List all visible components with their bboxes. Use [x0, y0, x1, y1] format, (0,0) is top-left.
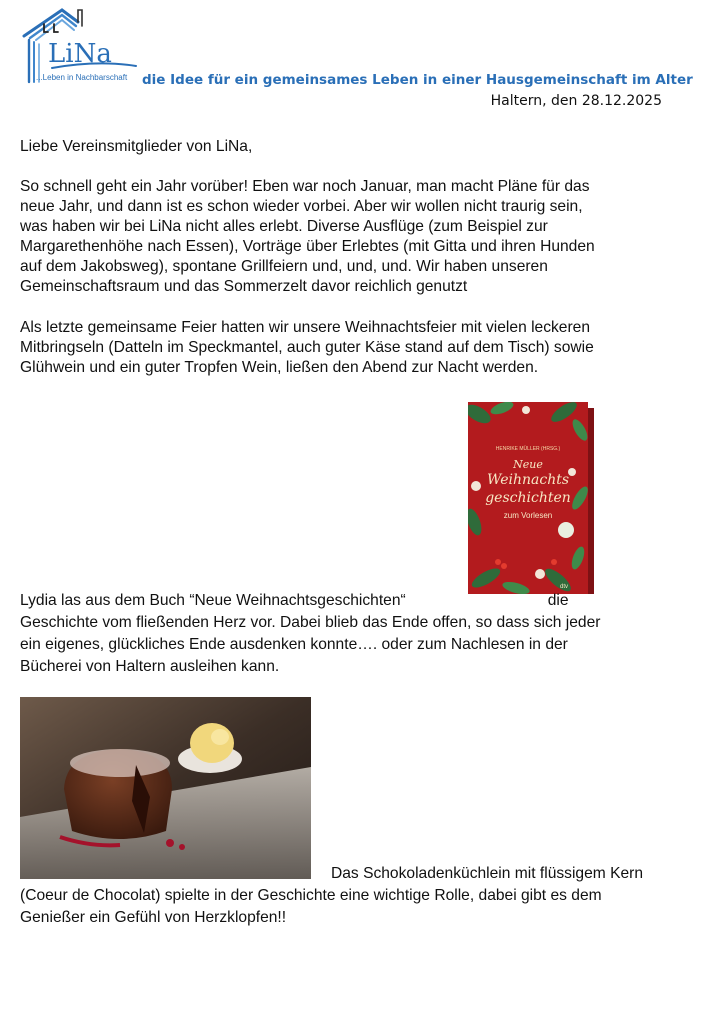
book-cover-image [468, 402, 594, 598]
text-line: Gemeinschaftsraum und das Sommerzelt davor reichlich genutzt [20, 278, 468, 295]
text-line: die [547, 592, 569, 609]
book-editor: HENRIKE MÜLLER (HRSG.) [495, 446, 561, 452]
text-line: Lydia las aus dem Buch “Neue Weihnachtsgeschichten“ [20, 592, 406, 609]
text-line: Mitbringseln (Datteln im Speckmantel, auch guter Käse stand auf dem Tisch) sowie [20, 339, 594, 356]
paragraph-year-review [20, 177, 595, 297]
tagline: die Idee für ein gemeinsames Leben in einer Hausgemeinschaft im Alter [142, 72, 693, 88]
text-line: (Coeur de Chocolat) spielte in der Geschichte eine wichtige Rolle, dabei gibt es dem [20, 887, 602, 904]
lina-logo [18, 2, 142, 84]
book-subtitle: zum Vorlesen [503, 511, 553, 520]
salutation: Liebe Vereinsmitglieder von LiNa, [20, 138, 253, 155]
text-line: So schnell geht ein Jahr vorüber! Eben war noch Januar, man macht Pläne für das [20, 178, 590, 195]
text-line: Bücherei von Haltern ausleihen kann. [20, 658, 280, 675]
text-line: was haben wir bei LiNa nicht alles erlebt. Diverse Ausflüge (zum Beispiel zur [20, 218, 548, 235]
paragraph-book-reading [20, 590, 600, 678]
chocolate-cake-photo [20, 697, 311, 879]
dateline: Haltern, den 28.12.2025 [490, 93, 662, 109]
text-line: Genießer ein Gefühl von Herzklopfen!! [20, 909, 287, 926]
book-badge [558, 522, 574, 538]
text-line: Margarethenhöhe nach Essen), Vorträge über Erlebtes (mit Gitta und ihren Hunden [20, 238, 595, 255]
book-title-line3: geschichten [485, 490, 571, 506]
text-line: auf dem Jakobsweg), spontane Grillfeiern und, und, und. Wir haben unseren [20, 258, 548, 275]
book-title-line1: Neue [513, 458, 543, 471]
text-line: Als letzte gemeinsame Feier hatten wir unsere Weihnachtsfeier mit vielen leckeren [20, 319, 591, 336]
paragraph-christmas-party [20, 318, 594, 378]
logo-subtext: ...Leben in Nachbarschaft [36, 73, 128, 82]
text-line: neue Jahr, und dann ist es schon wieder vorbei. Aber wir wollen nicht traurig sein, [20, 198, 583, 215]
text-line: Das Schokoladenküchlein mit flüssigem Kern [331, 865, 644, 882]
logo-text: LiNa [48, 39, 112, 69]
book-title-line2: Weihnachts [486, 472, 570, 488]
text-line: ein eigenes, glückliches Ende ausdenken konnte…. oder zum Nachlesen in der [20, 636, 568, 653]
book-publisher: dtv [559, 584, 569, 590]
text-line: Glühwein und ein guter Tropfen Wein, ließen den Abend zur Nacht werden. [20, 359, 539, 376]
text-line: Geschichte vom fließenden Herz vor. Dabei blieb das Ende offen, so dass sich jeder [20, 614, 601, 631]
paragraph-chocolate-cake [20, 863, 643, 929]
